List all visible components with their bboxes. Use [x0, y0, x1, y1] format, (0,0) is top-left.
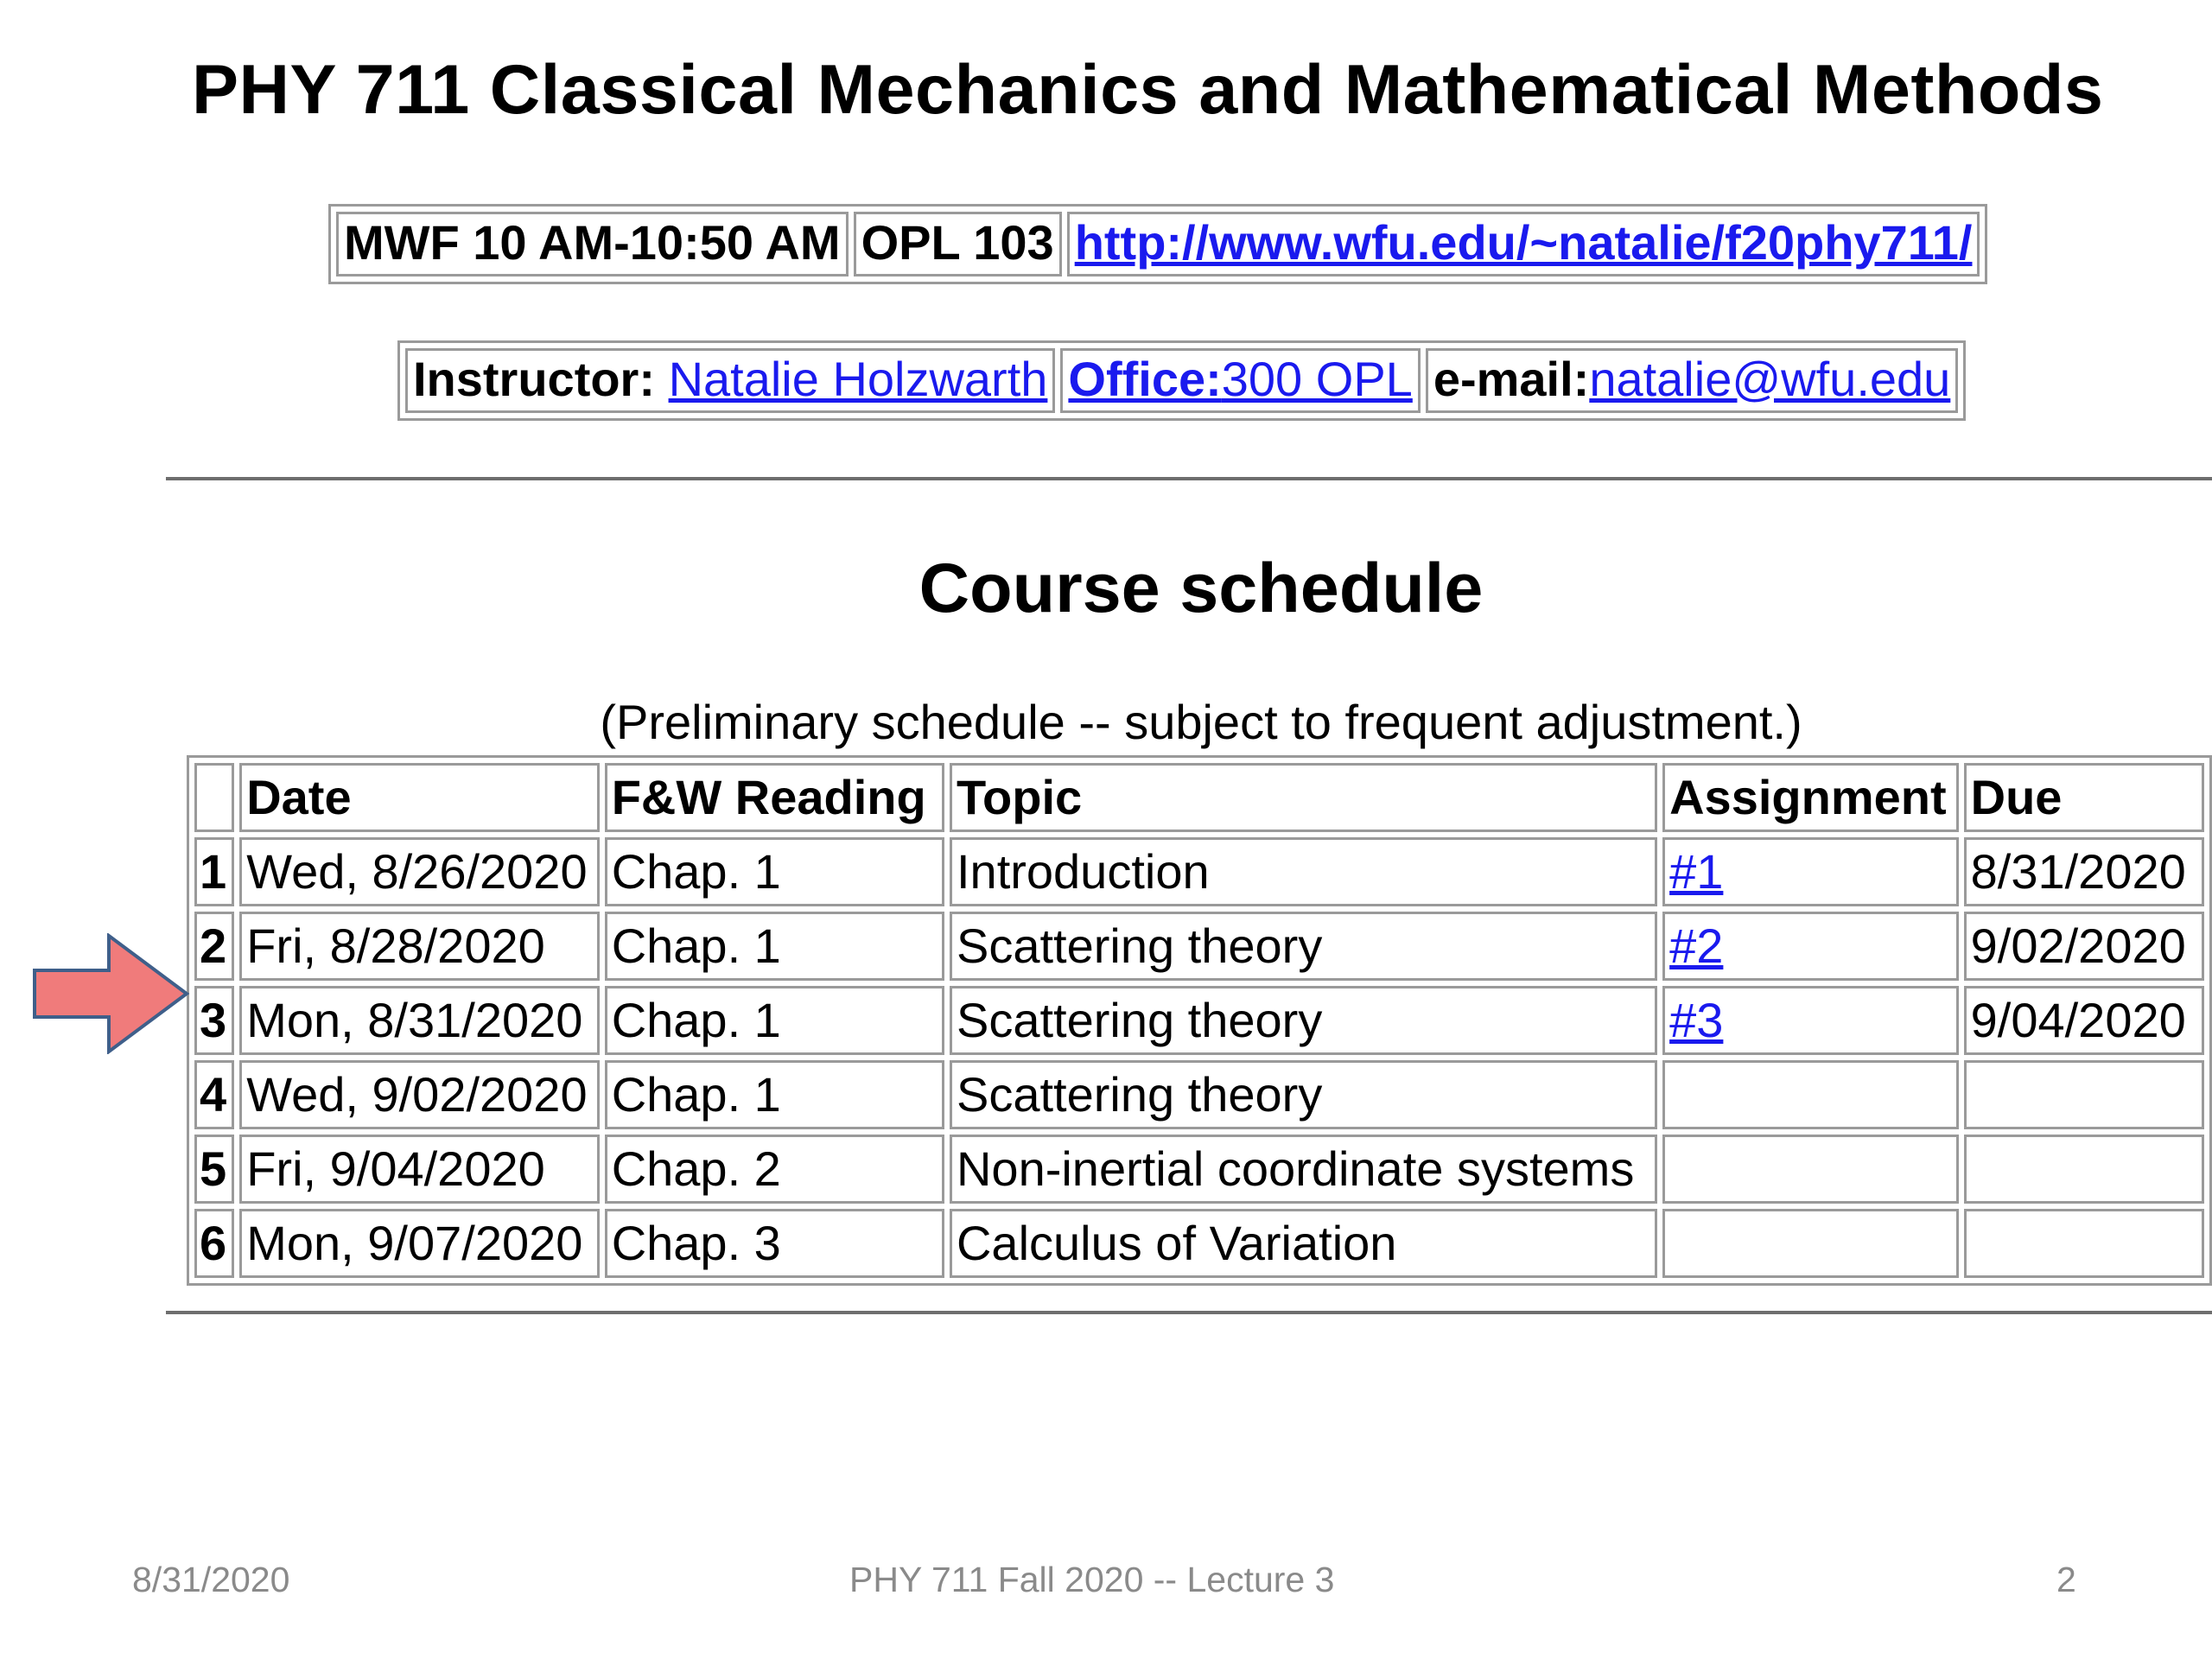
footer-date: 8/31/2020 — [132, 1560, 290, 1599]
row-reading: Chap. 1 — [605, 912, 944, 981]
row-reading: Chap. 1 — [605, 837, 944, 906]
schedule-note: (Preliminary schedule -- subject to frequent adjustment.) — [600, 695, 1802, 749]
row-date: Mon, 9/07/2020 — [239, 1209, 599, 1278]
course-url-cell — [1067, 212, 1980, 276]
header-due: Due — [1964, 763, 2204, 832]
row-topic: Non-inertial coordinate systems — [950, 1135, 1657, 1204]
row-number: 3 — [194, 986, 234, 1055]
row-due — [1964, 1060, 2204, 1129]
schedule-header-row — [194, 763, 2204, 832]
instructor-info-table — [397, 340, 1966, 421]
email-cell — [1426, 348, 1959, 413]
row-assignment — [1662, 912, 1959, 981]
row-reading: Chap. 1 — [605, 1060, 944, 1129]
instructor-cell — [405, 348, 1055, 413]
header-number — [194, 763, 234, 832]
email-label: e-mail: — [1433, 352, 1590, 406]
header-reading: F&W Reading — [605, 763, 944, 832]
instructor-link[interactable]: Natalie Holzwarth — [668, 352, 1048, 406]
table-row-highlighted — [194, 986, 2204, 1055]
header-topic: Topic — [950, 763, 1657, 832]
row-assignment — [1662, 837, 1959, 906]
row-date: Fri, 9/04/2020 — [239, 1135, 599, 1204]
row-due — [1964, 1209, 2204, 1278]
schedule-table — [187, 755, 2212, 1286]
header-date: Date — [239, 763, 599, 832]
course-url-link[interactable]: http://www.wfu.edu/~natalie/f20phy711/ — [1074, 215, 1973, 270]
row-due: 9/04/2020 — [1964, 986, 2204, 1055]
row-reading: Chap. 1 — [605, 986, 944, 1055]
header-assignment: Assignment — [1662, 763, 1959, 832]
class-time: MWF 10 AM-10:50 AM — [336, 212, 849, 276]
row-due: 8/31/2020 — [1964, 837, 2204, 906]
horizontal-rule-bottom — [166, 1311, 2212, 1314]
row-number: 2 — [194, 912, 234, 981]
class-room: OPL 103 — [854, 212, 1062, 276]
row-topic: Scattering theory — [950, 986, 1657, 1055]
office-cell — [1060, 348, 1420, 413]
row-topic: Calculus of Variation — [950, 1209, 1657, 1278]
page-number: 2 — [2056, 1560, 2076, 1599]
row-number: 5 — [194, 1135, 234, 1204]
email-link[interactable]: natalie@wfu.edu — [1589, 352, 1951, 406]
row-number: 6 — [194, 1209, 234, 1278]
row-assignment — [1662, 1209, 1959, 1278]
table-row — [194, 912, 2204, 981]
office-value: 300 OPL — [1221, 352, 1413, 406]
row-topic: Introduction — [950, 837, 1657, 906]
office-label: Office: — [1068, 352, 1222, 406]
row-assignment — [1662, 986, 1959, 1055]
row-number: 1 — [194, 837, 234, 906]
row-date: Mon, 8/31/2020 — [239, 986, 599, 1055]
table-row — [194, 1060, 2204, 1129]
assignment-link[interactable]: #2 — [1669, 918, 1724, 973]
page-title: PHY 711 Classical Mechanics and Mathematical Methods — [192, 51, 2104, 129]
row-due: 9/02/2020 — [1964, 912, 2204, 981]
row-assignment — [1662, 1135, 1959, 1204]
row-reading: Chap. 2 — [605, 1135, 944, 1204]
horizontal-rule-top — [166, 477, 2212, 480]
row-topic: Scattering theory — [950, 1060, 1657, 1129]
row-topic: Scattering theory — [950, 912, 1657, 981]
table-row — [194, 1209, 2204, 1278]
course-info-table — [328, 204, 1987, 284]
instructor-label: Instructor: — [413, 352, 669, 406]
table-row — [194, 1135, 2204, 1204]
row-assignment — [1662, 1060, 1959, 1129]
footer-title: PHY 711 Fall 2020 -- Lecture 3 — [849, 1560, 1335, 1599]
row-number: 4 — [194, 1060, 234, 1129]
office-link[interactable] — [1068, 352, 1412, 406]
row-date: Wed, 9/02/2020 — [239, 1060, 599, 1129]
table-row — [194, 837, 2204, 906]
row-date: Wed, 8/26/2020 — [239, 837, 599, 906]
assignment-link[interactable]: #3 — [1669, 993, 1724, 1047]
assignment-link[interactable]: #1 — [1669, 844, 1724, 899]
row-date: Fri, 8/28/2020 — [239, 912, 599, 981]
arrow-shape — [35, 936, 187, 1052]
row-reading: Chap. 3 — [605, 1209, 944, 1278]
section-title: Course schedule — [918, 550, 1484, 627]
row-due — [1964, 1135, 2204, 1204]
right-arrow-icon — [31, 933, 192, 1054]
